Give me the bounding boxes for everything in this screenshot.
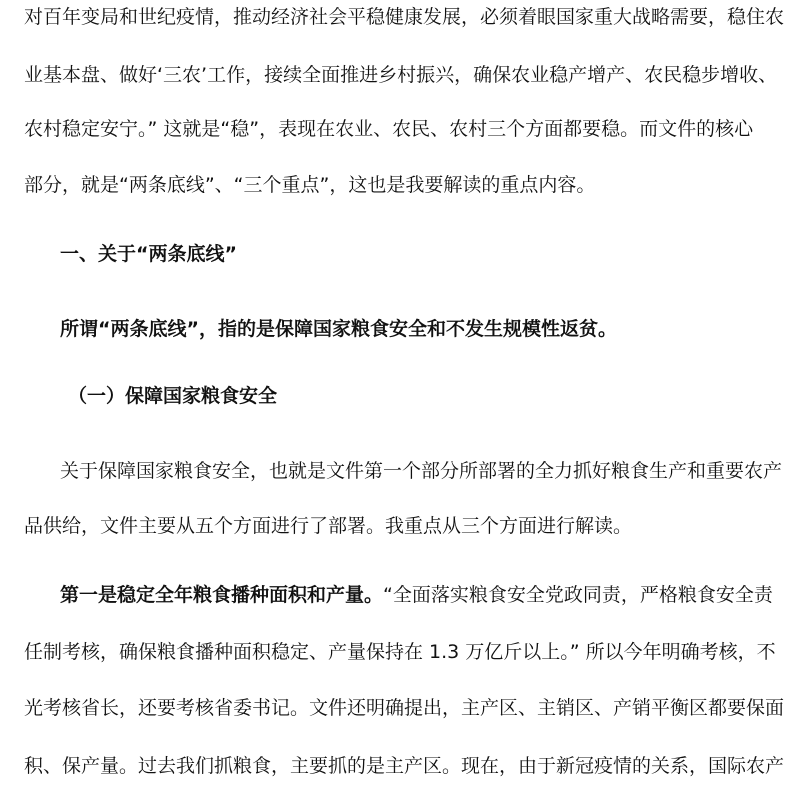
paragraph-1-line-4: 部分，就是“两条底线”、“三个重点”，这也是我要解读的重点内容。 [24, 174, 596, 196]
paragraph-1-line-3: 农村稳定安宁。” 这就是“稳”，表现在农业、农民、农村三个方面都要稳。而文件的核心 [24, 118, 754, 140]
point-1-line-1-rest: “全面落实粮食安全党政同责，严格粮食安全责 [383, 584, 773, 606]
subsection-paragraph-line-2: 品供给，文件主要从五个方面进行了部署。我重点从三个方面进行解读。 [24, 515, 633, 537]
point-1-line-3: 光考核省长，还要考核省委书记。文件还明确提出，主产区、主销区、产销平衡区都要保面 [24, 697, 785, 719]
point-1-lead: 第一是稳定全年粮食播种面积和产量。 [60, 584, 384, 606]
section-heading-two-bottom-lines: 一、关于“两条底线” [60, 243, 237, 265]
point-1-line-2: 任制考核，确保粮食播种面积稳定、产量保持在 1.3 万亿斤以上。” 所以今年明确考核，不 [24, 641, 776, 663]
subsection-paragraph-line-1: 关于保障国家粮食安全，也就是文件第一个部分所部署的全力抓好粮食生产和重要农产 [60, 460, 783, 482]
point-1-line-4: 积、保产量。过去我们抓粮食，主要抓的是主产区。现在，由于新冠疫情的关系，国际农产 [24, 755, 785, 777]
subsection-heading-food-security: （一）保障国家粮食安全 [68, 385, 278, 407]
section-definition: 所谓“两条底线”，指的是保障国家粮食安全和不发生规模性返贫。 [60, 318, 617, 340]
point-1-line-1 [60, 586, 800, 605]
paragraph-1-line-2: 业基本盘、做好‘三农’工作，接续全面推进乡村振兴，确保农业稳产增产、农民稳步增收、 [24, 64, 778, 86]
paragraph-1-line-1: 对百年变局和世纪疫情，推动经济社会平稳健康发展，必须着眼国家重大战略需要，稳住农 [24, 6, 785, 28]
